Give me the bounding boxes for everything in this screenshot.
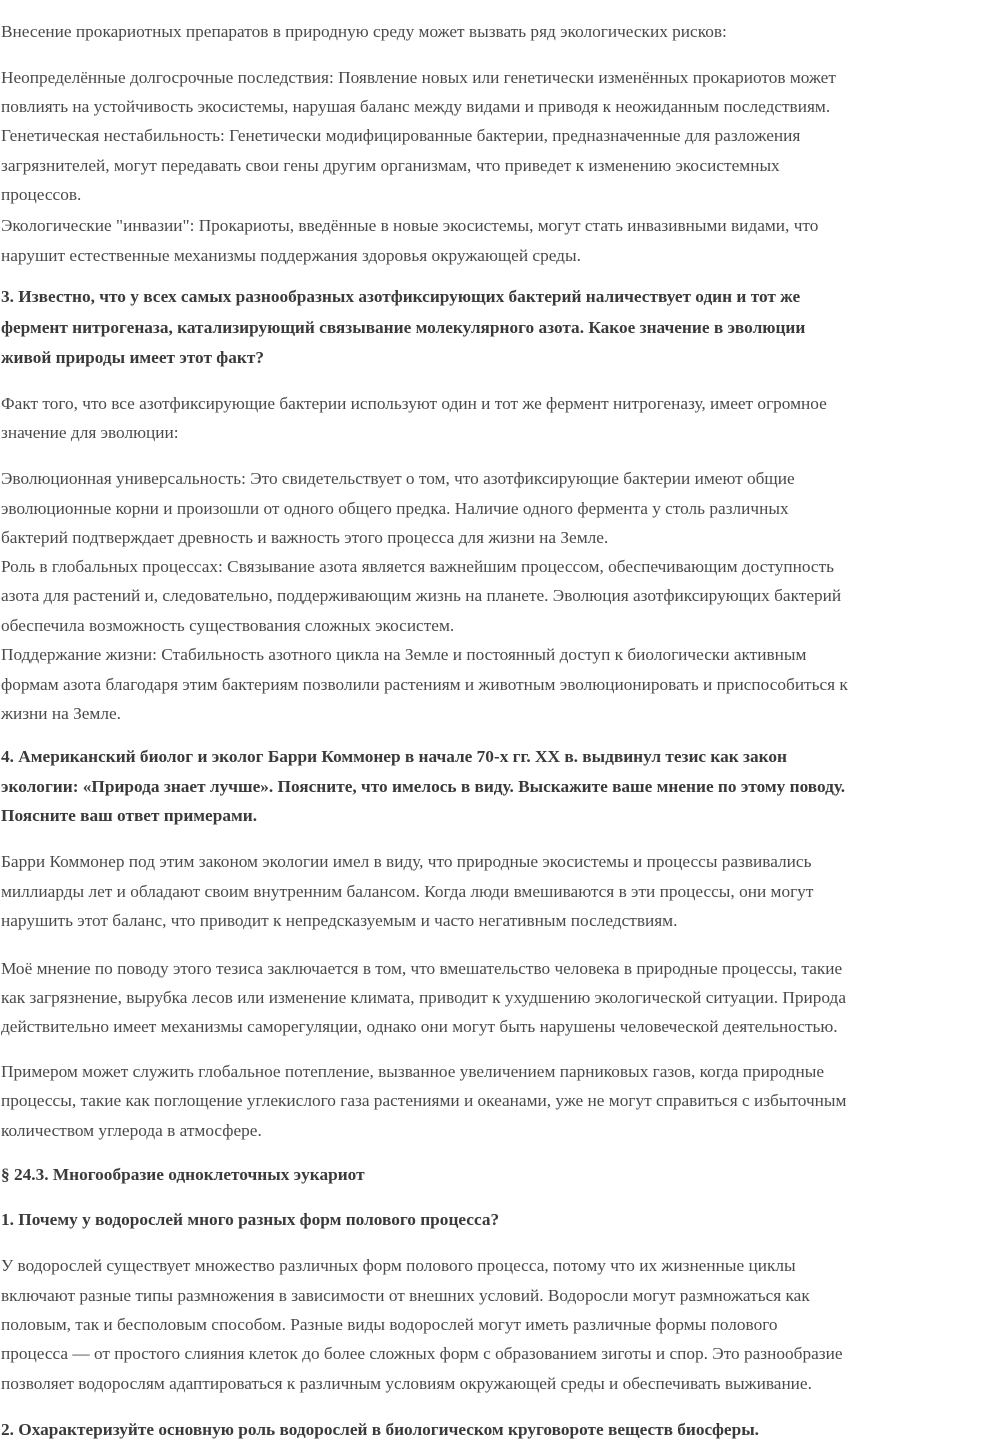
paragraph-line: загрязнителей, могут передавать свои гены другим организмам, что приведет к изменению экосистемных bbox=[1, 156, 780, 175]
question-heading-line: экологии: «Природа знает лучше». Поясните, что имелось в виду. Выскажите ваше мнение по этому поводу. bbox=[1, 777, 846, 796]
question-heading-line: § 24.3. Многообразие одноклеточных эукариот bbox=[1, 1165, 365, 1184]
paragraph-line: Поддержание жизни: Стабильность азотного цикла на Земле и постоянный доступ к биологически активным bbox=[1, 645, 807, 664]
paragraph-line: действительно имеет механизмы саморегуляции, однако они могут быть нарушены человеческой деятельностью. bbox=[1, 1017, 838, 1036]
paragraph-line: формам азота благодаря этим бактериям позволили растениям и животным эволюционировать и приспособиться к bbox=[1, 675, 848, 694]
paragraph-line: Неопределённые долгосрочные последствия: Появление новых или генетически изменённых прокариотов может bbox=[1, 68, 836, 87]
paragraph-line: Роль в глобальных процессах: Связывание азота является важнейшим процессом, обеспечивающим доступность bbox=[1, 557, 835, 576]
paragraph-line: значение для эволюции: bbox=[1, 423, 179, 442]
paragraph-line: Эволюционная универсальность: Это свидетельствует о том, что азотфиксирующие бактерии имеют общие bbox=[1, 469, 795, 488]
paragraph-line: процессов. bbox=[1, 185, 82, 204]
question-heading-line: 4. Американский биолог и эколог Барри Коммонер в начале 70-х гг. XX в. выдвинул тезис как закон bbox=[1, 747, 787, 766]
paragraph-line: Факт того, что все азотфиксирующие бактерии используют один и тот же фермент нитрогеназу, имеет огромное bbox=[1, 394, 827, 413]
question-heading-line: фермент нитрогеназа, катализирующий связывание молекулярного азота. Какое значение в эволюции bbox=[1, 318, 806, 337]
paragraph-line: Экологические "инвазии": Прокариоты, введённые в новые экосистемы, могут стать инвазивными видами, что bbox=[1, 216, 819, 235]
paragraph-line: бактерий подтверждает древность и важность этого процесса для жизни на Земле. bbox=[1, 528, 609, 547]
question-heading-line: 2. Охарактеризуйте основную роль водорослей в биологическом круговороте веществ биосферы. bbox=[1, 1420, 760, 1439]
paragraph-line: нарушить этот баланс, что приводит к непредсказуемым и часто негативным последствиям. bbox=[1, 911, 678, 930]
paragraph-line: обеспечила возможность существования сложных экосистем. bbox=[1, 616, 455, 635]
paragraph-line: Генетическая нестабильность: Генетически модифицированные бактерии, предназначенные для разложения bbox=[1, 126, 801, 145]
paragraph-line: количеством углерода в атмосфере. bbox=[1, 1121, 262, 1140]
paragraph-line: повлиять на устойчивость экосистемы, нарушая баланс между видами и приводя к неожиданным последствиям. bbox=[1, 97, 831, 116]
paragraph-line: половым, так и бесполовым способом. Разные виды водорослей могут иметь различные формы полового bbox=[1, 1315, 778, 1334]
paragraph-line: жизни на Земле. bbox=[1, 704, 121, 723]
question-heading-line: живой природы имеет этот факт? bbox=[1, 348, 264, 367]
paragraph-line: включают разные типы размножения в зависимости от внешних условий. Водоросли могут размножаться как bbox=[1, 1286, 810, 1305]
paragraph-line: Моё мнение по поводу этого тезиса заключается в том, что вмешательство человека в природные процессы, такие bbox=[1, 959, 843, 978]
paragraph-line: позволяет водорослям адаптироваться к различным условиям окружающей среды и обеспечивать выживание. bbox=[1, 1374, 812, 1393]
paragraph-line: процессы, такие как поглощение углекислого газа растениями и океанами, уже не могут справиться с избыточным bbox=[1, 1091, 847, 1110]
question-heading-line: 1. Почему у водорослей много разных форм полового процесса? bbox=[1, 1210, 500, 1229]
paragraph-line: нарушит естественные механизмы поддержания здоровья окружающей среды. bbox=[1, 246, 581, 265]
paragraph-line: Внесение прокариотных препаратов в природную среду может вызвать ряд экологических рисков: bbox=[1, 22, 727, 41]
paragraph-line: Барри Коммонер под этим законом экологии имел в виду, что природные экосистемы и процессы развивались bbox=[1, 852, 812, 871]
paragraph-line: эволюционные корни и произошли от одного общего предка. Наличие одного фермента у столь различных bbox=[1, 499, 789, 518]
paragraph-line: процесса — от простого слияния клеток до более сложных форм с образованием зиготы и спор. Это разнообразие bbox=[1, 1344, 843, 1363]
question-heading-line: 3. Известно, что у всех самых разнообразных азотфиксирующих бактерий наличествует один и тот же bbox=[1, 287, 801, 306]
paragraph-line: как загрязнение, вырубка лесов или изменение климата, приводит к ухудшению экологической ситуации. Природа bbox=[1, 988, 847, 1007]
paragraph-line: Примером может служить глобальное потепление, вызванное увеличением парниковых газов, когда природные bbox=[1, 1062, 824, 1081]
paragraph-line: У водорослей существует множество различных форм полового процесса, потому что их жизненные циклы bbox=[1, 1256, 796, 1275]
paragraph-line: миллиарды лет и обладают своим внутренним балансом. Когда люди вмешиваются в эти процессы, они могут bbox=[1, 882, 814, 901]
question-heading-line: Поясните ваш ответ примерами. bbox=[1, 806, 258, 825]
paragraph-line: азота для растений и, следовательно, поддерживающим жизнь на планете. Эволюция азотфиксирующих бактерий bbox=[1, 586, 842, 605]
